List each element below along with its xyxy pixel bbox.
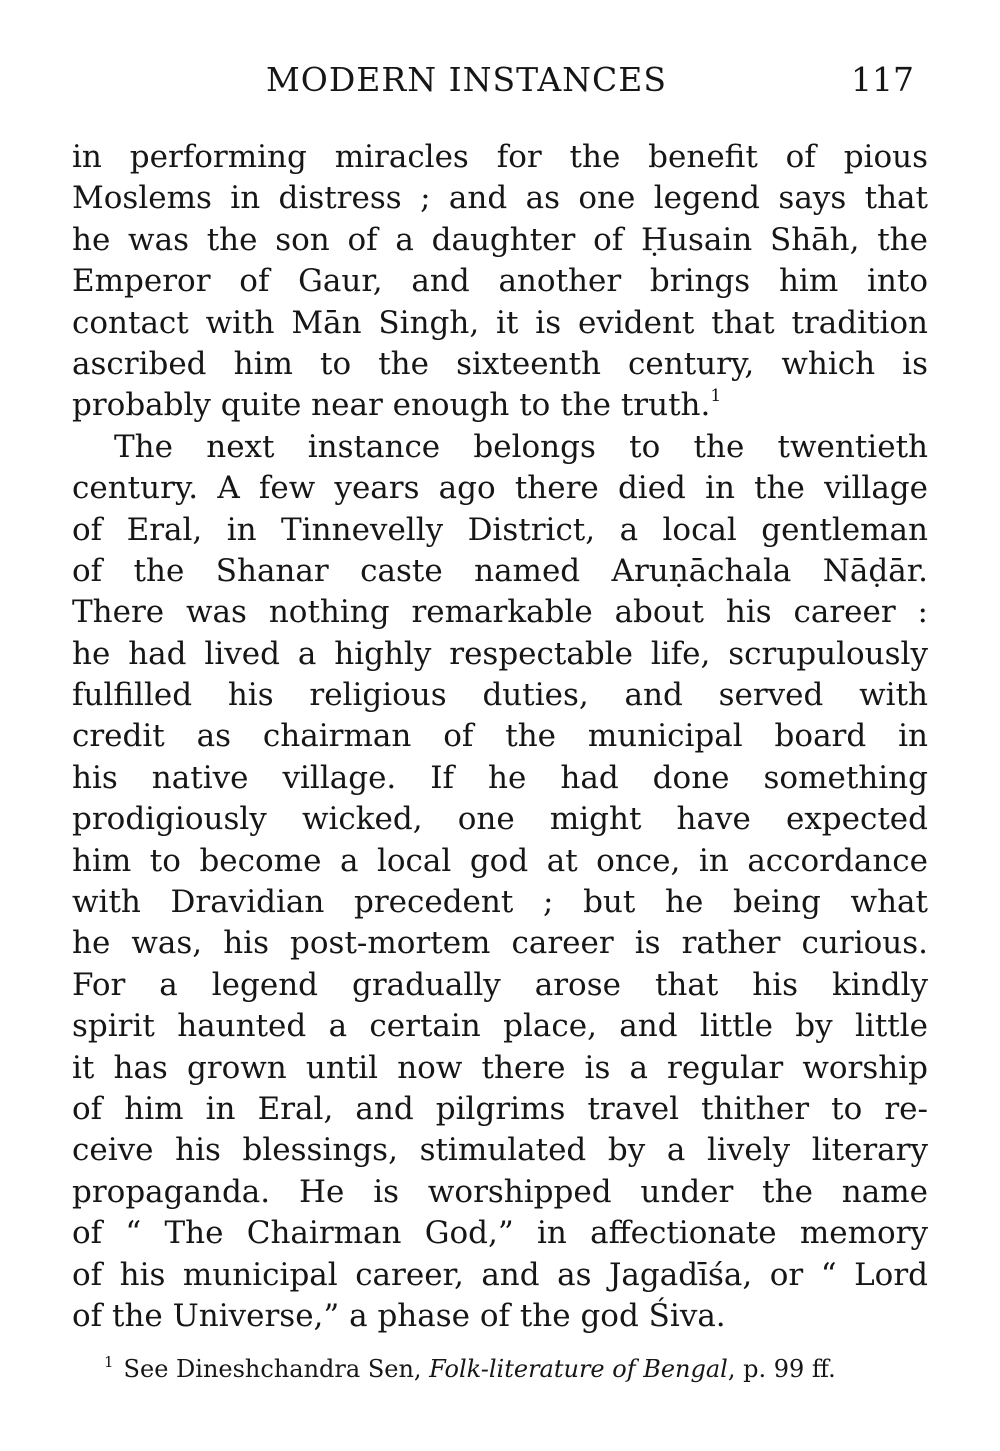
text-line: with Dravidian precedent ; but he being what [72,884,928,921]
footnote-number: 1 [104,1353,114,1371]
text-line: spirit haunted a certain place, and little by little [72,1008,928,1045]
page-number: 117 [851,60,914,99]
text-line: The next instance belongs to the twentieth [114,428,928,465]
text-line: of Eral, in Tinnevelly District, a local gentleman [72,511,928,548]
body-text [72,137,928,1337]
text-line: Moslems in distress ; and as one legend says that [72,180,928,217]
text-line: ceive his blessings, stimulated by a lively literary [72,1132,928,1169]
text-line: century. A few years ago there died in the village [72,470,928,507]
text-line: prodigiously wicked, one might have expected [72,801,928,838]
footnote-suffix: , p. 99 ff. [727,1355,836,1383]
text-line: ascribed him to the sixteenth century, which is [72,345,928,382]
text-line: For a legend gradually arose that his kindly [72,966,928,1003]
text-line: he had lived a highly respectable life, scrupulously [72,635,928,672]
text-line: of the Universe,” a phase of the god Śiva. [72,1297,726,1334]
text-line: Emperor of Gaur, and another brings him into [72,263,928,300]
footnote-title: Folk-literature of Bengal [429,1355,728,1383]
text-line: him to become a local god at once, in accordance [72,842,928,879]
text-line: There was nothing remarkable about his career : [72,594,928,631]
page-header [70,58,920,102]
footnote-prefix: See Dineshchandra Sen, [123,1355,430,1383]
paragraph-1 [72,137,928,427]
text-line: his native village. If he had done something [72,759,928,796]
text-line-content: probably quite near enough to the truth. [72,387,711,424]
text-line: he was the son of a daughter of Ḥusain Shāh, the [72,221,928,258]
footnote-reference: 1 [710,386,722,407]
text-line [72,385,928,426]
text-line: of him in Eral, and pilgrims travel thither to re- [72,1090,928,1127]
text-line: of his municipal career, and as Jagadīśa, or “ Lord [72,1256,928,1293]
paragraph-2 [72,427,928,1338]
running-head: MODERN INSTANCES [266,60,667,99]
text-line: propaganda. He is worshipped under the name [72,1173,928,1210]
text-line: of the Shanar caste named Aruṇāchala Nāḍār. [72,552,928,589]
text-line: contact with Mān Singh, it is evident that tradition [72,304,928,341]
text-line: it has grown until now there is a regular worship [72,1049,928,1086]
text-line: fulfilled his religious duties, and served with [72,677,928,714]
footnote [104,1344,924,1387]
text-line: of “ The Chairman God,” in affectionate memory [72,1215,928,1252]
text-line: he was, his post-mortem career is rather curious. [72,925,928,962]
text-line: in performing miracles for the benefit of pious [72,139,928,175]
text-line: credit as chairman of the municipal board in [72,718,928,755]
